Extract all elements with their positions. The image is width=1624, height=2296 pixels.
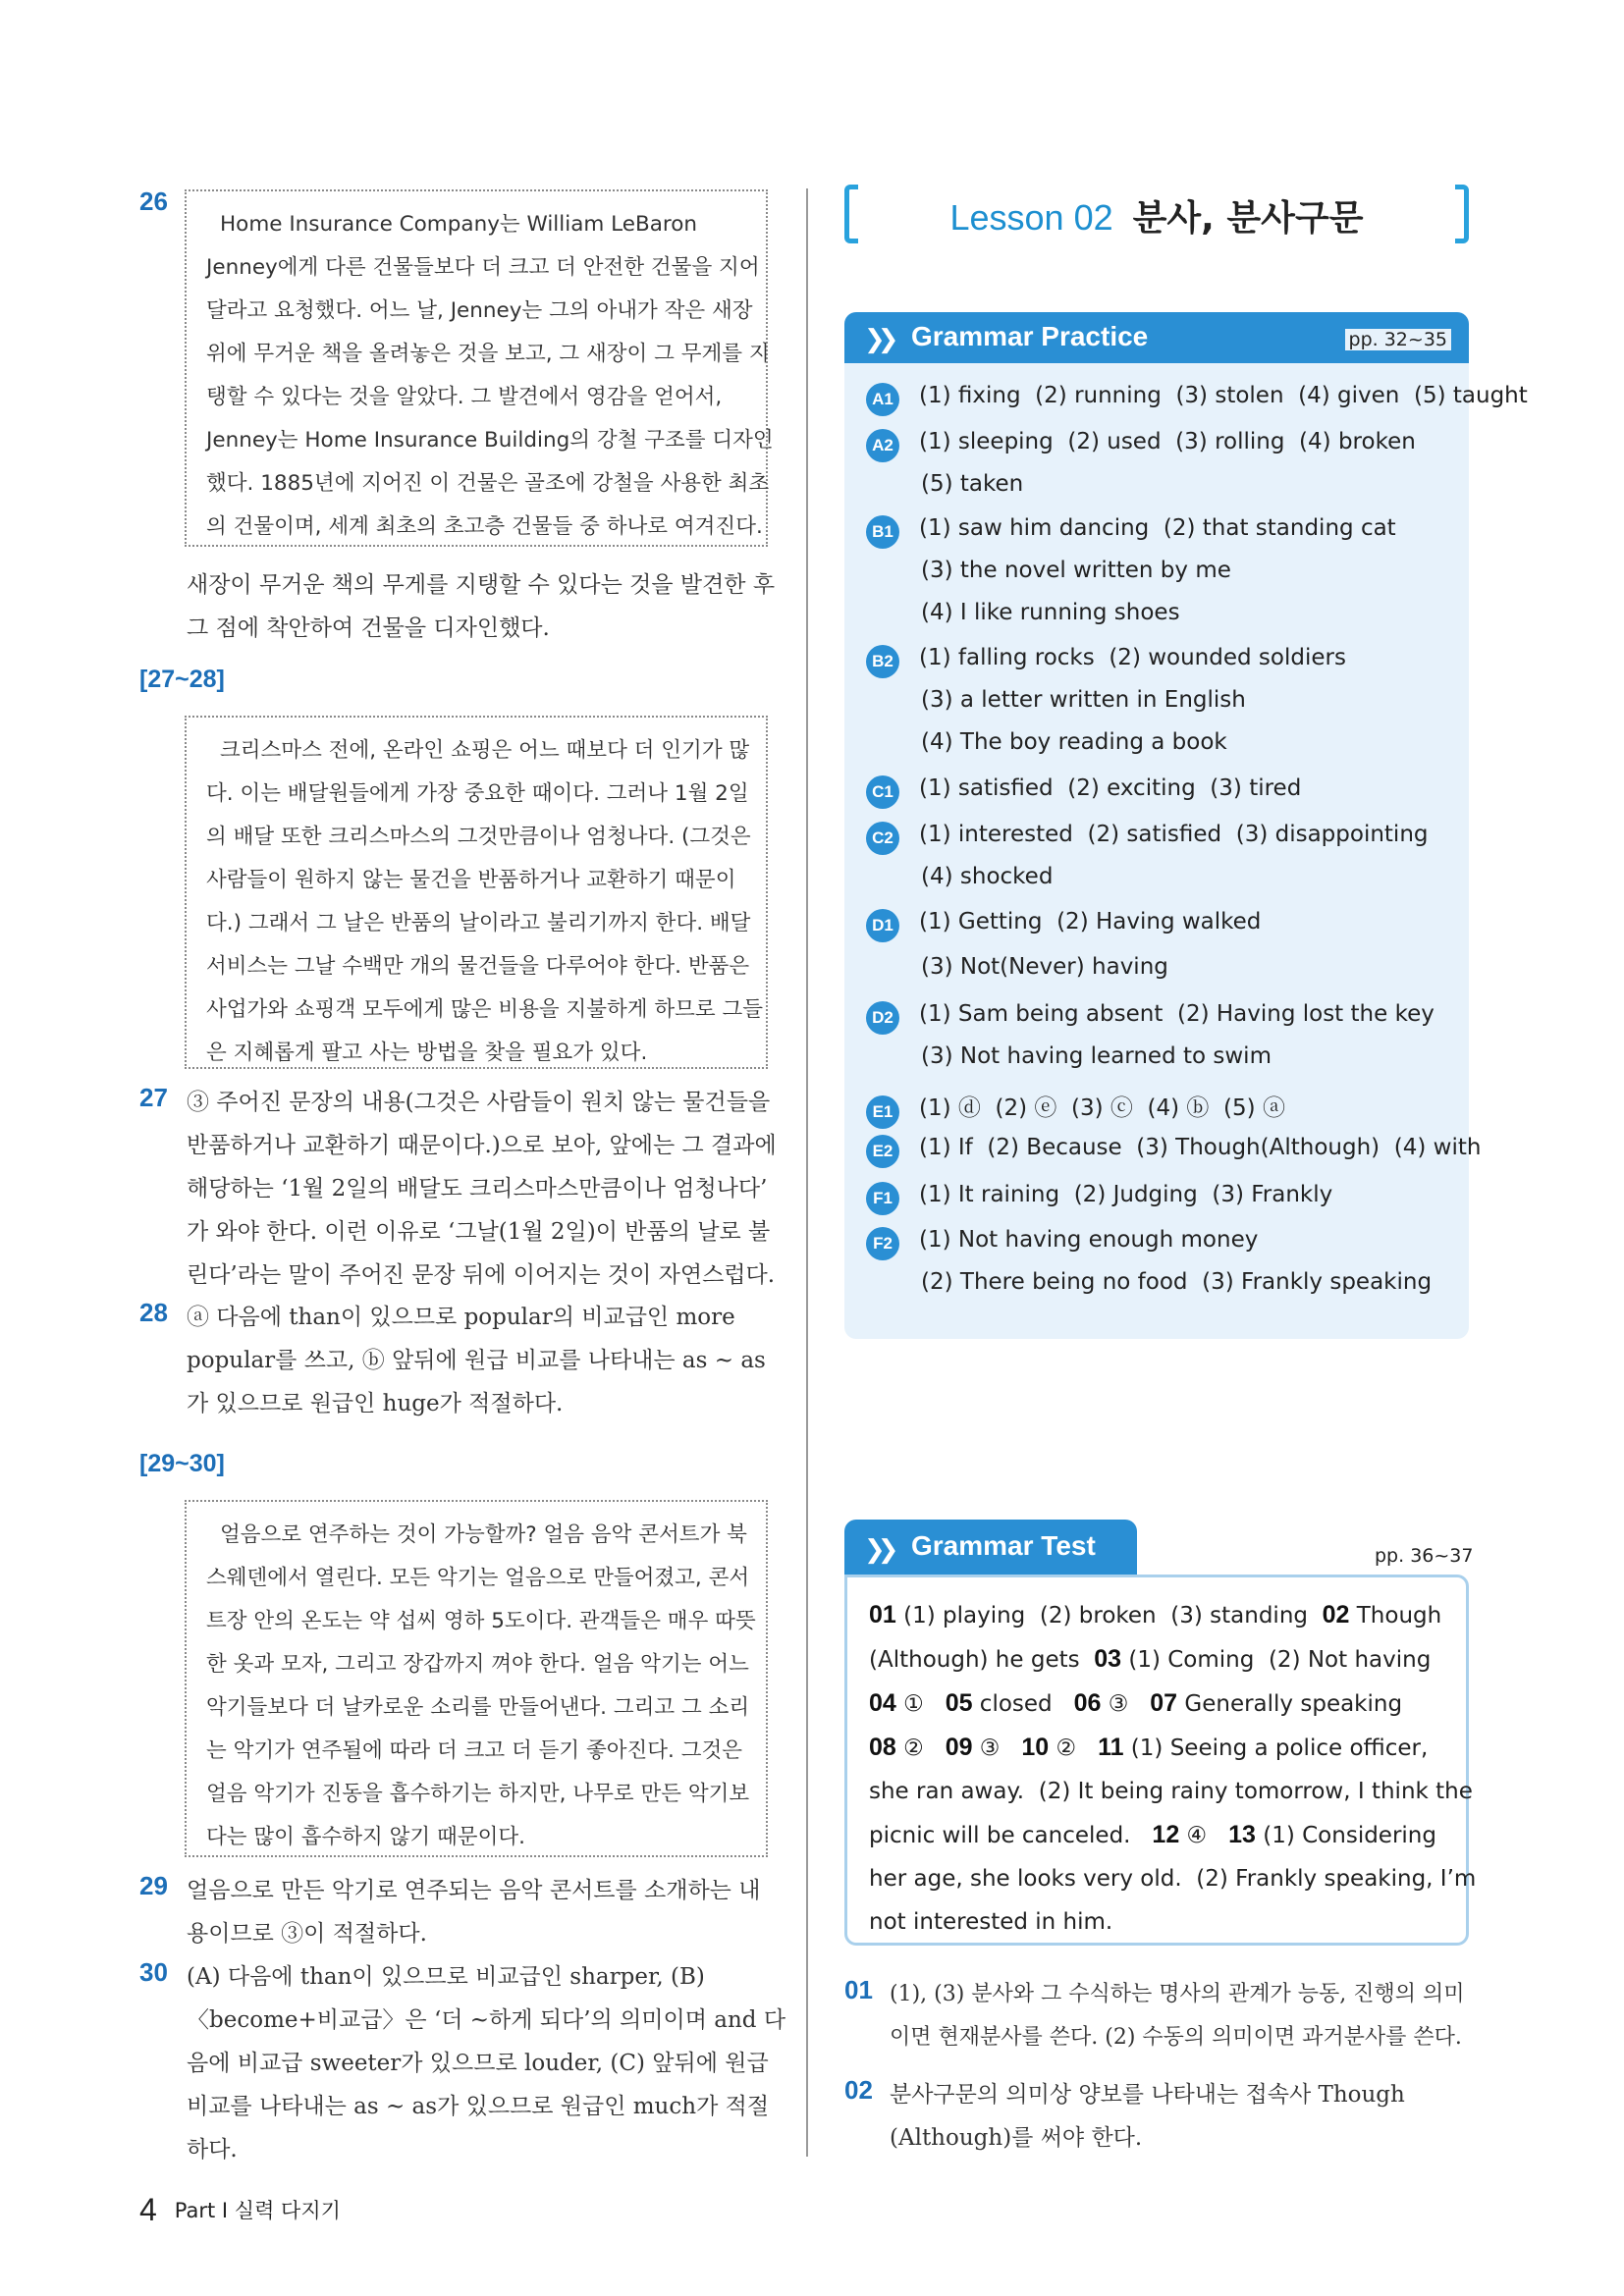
test-answer-line xyxy=(869,1637,1448,1682)
practice-answer-line xyxy=(866,429,1416,462)
explanation-line: 하다. xyxy=(187,2137,238,2163)
explanation-line: 린다’라는 말이 주어진 문장 뒤에 이어지는 것이 자연스럽다. xyxy=(187,1262,776,1288)
test-item-number: 03 xyxy=(1094,1645,1122,1673)
passage-line: 위에 무거운 책을 올려놓은 것을 보고, 그 새장이 그 무게를 지 xyxy=(206,342,770,366)
passage-line: 달라고 요청했다. 어느 날, Jenney는 그의 아내가 작은 새장 xyxy=(206,298,753,323)
test-item-number: 08 xyxy=(869,1734,896,1761)
question-number-26: 26 xyxy=(139,187,168,216)
practice-answer-line xyxy=(866,515,1396,549)
answer-text: (1) satisfied (2) exciting (3) tired xyxy=(919,775,1302,801)
column-divider xyxy=(806,188,808,2157)
answer-text: (3) a letter written in English xyxy=(921,687,1246,713)
answer-text: (4) The boy reading a book xyxy=(921,729,1227,755)
passage-box-27-28 xyxy=(185,716,768,1069)
practice-answer-line xyxy=(921,1043,1272,1069)
passage-line: Home Insurance Company는 William LeBaron xyxy=(220,212,698,237)
grammar-test-panel xyxy=(844,1575,1477,1946)
passage-line: 악기들보다 더 날카로운 소리를 만들어낸다. 그리고 그 소리 xyxy=(206,1695,750,1720)
exercise-badge: D2 xyxy=(866,1001,899,1035)
explanation-body-02 xyxy=(890,2073,1405,2160)
passage-line: 서비스는 그날 수백만 개의 물건들을 다루어야 한다. 반품은 xyxy=(206,954,750,979)
explanation-line: (A) 다음에 than이 있으므로 비교급인 sharper, (B) xyxy=(187,1964,705,1990)
answer-text: (1) fixing (2) running (3) stolen (4) given (5) taught xyxy=(919,383,1528,408)
exercise-badge: C2 xyxy=(866,822,899,855)
explanation-line: 해당하는 ‘1월 2일의 배달도 크리스마스만큼이나 엄청나다’ xyxy=(187,1176,768,1201)
test-answer-text: ③ xyxy=(1101,1691,1151,1717)
exercise-badge: B2 xyxy=(866,645,899,678)
passage-line: Jenney는 Home Insurance Building의 강철 구조를 디자인 xyxy=(206,428,774,453)
explanation-number-01: 01 xyxy=(844,1975,873,2004)
grammar-practice-title: Grammar Practice xyxy=(911,321,1149,351)
answer-text: (1) saw him dancing (2) that standing cat xyxy=(919,515,1396,541)
test-answer-text: ② xyxy=(895,1735,946,1761)
explanation-29 xyxy=(187,1869,760,1955)
answer-text: (3) Not having learned to swim xyxy=(921,1043,1272,1069)
test-answer-line xyxy=(869,1857,1477,1900)
explanation-line: 이면 현재분사를 쓴다. (2) 수동의 의미이면 과거분사를 쓴다. xyxy=(890,2025,1462,2050)
passage-line: 다.) 그래서 그 날은 반품의 날이라고 불리기까지 한다. 배달 xyxy=(206,911,751,935)
test-item-number: 11 xyxy=(1098,1734,1124,1761)
practice-answer-line xyxy=(921,864,1053,889)
lesson-topic: 분사, 분사구문 xyxy=(1132,198,1364,239)
passage-line: 얼음으로 연주하는 것이 가능할까? 얼음 음악 콘서트가 북 xyxy=(220,1522,747,1547)
passage-line: 은 지혜롭게 팔고 사는 방법을 찾을 필요가 있다. xyxy=(206,1041,648,1065)
explanation-line: 음에 비교급 sweeter가 있으므로 louder, (C) 앞뒤에 원급 xyxy=(187,2051,769,2076)
test-answer-line xyxy=(869,1770,1473,1813)
passage-box-26 xyxy=(185,189,774,547)
question-number-29: 29 xyxy=(139,1871,168,1900)
passage-line: 사업가와 쇼핑객 모두에게 많은 비용을 지불하게 하므로 그들 xyxy=(206,997,764,1022)
test-answer-text: ① xyxy=(895,1691,946,1717)
test-item-number: 09 xyxy=(945,1734,973,1761)
answer-text: (1) ⓓ (2) ⓔ (3) ⓒ (4) ⓑ (5) ⓐ xyxy=(919,1095,1285,1121)
double-chevron-icon: ❯❯ xyxy=(864,1535,892,1565)
passage-line: 다. 이는 배달원들에게 가장 중요한 때이다. 그러나 1월 2일 xyxy=(206,781,749,806)
practice-answer-line xyxy=(866,909,1261,942)
explanation-line: 얼음으로 만든 악기로 연주되는 음악 콘서트를 소개하는 내 xyxy=(187,1878,761,1903)
grammar-practice-pages: pp. 32~35 xyxy=(1345,329,1451,350)
practice-answer-line xyxy=(866,1090,1285,1129)
test-item-number: 05 xyxy=(945,1689,973,1717)
answer-text: (3) the novel written by me xyxy=(921,558,1231,583)
test-answer-text: she ran away. (2) It being rainy tomorrow, I think the xyxy=(869,1779,1473,1804)
passage-line: 는 악기가 연주될에 따라 더 크고 더 듣기 좋아진다. 그것은 xyxy=(206,1738,743,1763)
test-answer-text: Generally speaking xyxy=(1177,1691,1403,1717)
practice-answer-line xyxy=(921,558,1231,583)
test-answer-text: (1) playing (2) broken (3) standing xyxy=(895,1603,1323,1629)
grammar-test-title: Grammar Test xyxy=(911,1530,1096,1561)
explanation-line: 용이므로 ③이 적절하다. xyxy=(187,1921,427,1947)
test-answer-text: (Although) he gets xyxy=(869,1647,1095,1673)
exercise-badge: D1 xyxy=(866,909,899,942)
question-number-30: 30 xyxy=(139,1957,168,1987)
explanation-27 xyxy=(187,1081,777,1297)
practice-answer-line xyxy=(866,645,1346,678)
practice-answer-line xyxy=(866,775,1301,809)
answer-text: (4) I like running shoes xyxy=(921,600,1180,625)
explanation-line: 가 와야 한다. 이런 이유로 ‘그날(1월 2일)이 반품의 날로 불 xyxy=(187,1219,771,1245)
exercise-badge: E1 xyxy=(866,1095,899,1129)
test-item-number: 06 xyxy=(1073,1689,1102,1717)
passage-line: 한 옷과 모자, 그리고 장갑까지 껴야 한다. 얼음 악기는 어느 xyxy=(206,1652,749,1677)
explanation-line: 〈become+비교급〉은 ‘더 ~하게 되다’의 의미이며 and 다 xyxy=(187,2007,786,2033)
explanation-line: 분사구문의 의미상 양보를 나타내는 접속사 Though xyxy=(890,2082,1405,2108)
question-number-27: 27 xyxy=(139,1083,168,1112)
test-item-number: 13 xyxy=(1228,1821,1256,1848)
explanation-30 xyxy=(187,1955,785,2171)
practice-answer-line xyxy=(866,1001,1435,1035)
answer-text: (5) taken xyxy=(921,471,1024,497)
answer-text: (1) interested (2) satisfied (3) disappointing xyxy=(919,822,1429,847)
passage-box-29-30 xyxy=(185,1500,768,1857)
grammar-practice-header xyxy=(844,312,1469,363)
passage-line: Jenney에게 다른 건물들보다 더 크고 더 안전한 건물을 지어 xyxy=(206,255,760,280)
passage-line: 얼음 악기가 진동을 흡수하기는 하지만, 나무로 만든 악기보 xyxy=(206,1782,750,1806)
practice-answer-line xyxy=(921,687,1246,713)
practice-answer-line xyxy=(921,1269,1432,1295)
passage-line: 트장 안의 온도는 약 섭씨 영하 5도이다. 관객들은 매우 따뜻 xyxy=(206,1609,756,1633)
lesson-label: Lesson 02 xyxy=(949,197,1113,238)
test-item-number: 02 xyxy=(1322,1601,1350,1629)
practice-answer-line xyxy=(866,822,1429,855)
test-item-number: 04 xyxy=(869,1689,896,1717)
test-item-number: 12 xyxy=(1152,1821,1180,1848)
answer-text: (1) If (2) Because (3) Though(Although) (4) with xyxy=(919,1135,1482,1160)
test-answer-text: picnic will be canceled. xyxy=(869,1823,1153,1848)
grammar-test-answers xyxy=(869,1593,1477,1944)
practice-answer-line xyxy=(866,1182,1332,1215)
passage-line: 의 건물이며, 세계 최초의 초고층 건물들 중 하나로 여겨진다. xyxy=(206,514,763,539)
test-answer-text: ④ xyxy=(1179,1823,1229,1848)
test-answer-text: (1) Coming (2) Not having xyxy=(1121,1647,1432,1673)
explanation-line: popular를 쓰고, ⓑ 앞뒤에 원급 비교를 나타내는 as ~ as xyxy=(187,1348,766,1373)
practice-answer-line xyxy=(921,471,1023,497)
passage-line: 스웨덴에서 열린다. 모든 악기는 얼음으로 만들어졌고, 콘서 xyxy=(206,1566,750,1590)
lesson-title xyxy=(844,190,1469,240)
test-answer-line xyxy=(869,1900,1448,1944)
explanation-line: ③ 주어진 문장의 내용(그것은 사람들이 원치 않는 물건들을 xyxy=(187,1090,771,1115)
answer-text: (1) falling rocks (2) wounded soldiers xyxy=(919,645,1346,670)
explanation-line: (Although)를 써야 한다. xyxy=(890,2125,1143,2151)
test-answer-text: Though xyxy=(1349,1603,1442,1629)
explanation-number-02: 02 xyxy=(844,2075,873,2105)
answer-text: (2) There being no food (3) Frankly speaking xyxy=(921,1269,1433,1295)
test-answer-text: (1) Seeing a police officer, xyxy=(1123,1735,1429,1761)
test-answer-text: her age, she looks very old. (2) Frankly speaking, I’m xyxy=(869,1866,1477,1892)
practice-answer-line xyxy=(866,1227,1258,1260)
explanation-line: (1), (3) 분사와 그 수식하는 명사의 관계가 능동, 진행의 의미 xyxy=(890,1982,1465,2006)
grammar-test-pages: pp. 36~37 xyxy=(1375,1545,1474,1567)
explanation-line: 반품하거나 교환하기 때문이다.)으로 보아, 앞에는 그 결과에 xyxy=(187,1133,777,1158)
test-answer-line xyxy=(869,1813,1448,1857)
lesson-header xyxy=(844,185,1469,249)
answer-text: (1) Getting (2) Having walked xyxy=(919,909,1262,934)
test-answer-line xyxy=(869,1726,1448,1770)
grammar-test-header xyxy=(844,1520,1137,1576)
test-answer-text: (1) Considering xyxy=(1255,1823,1436,1848)
practice-answer-line xyxy=(866,1135,1481,1168)
answer-text: (4) shocked xyxy=(921,864,1054,889)
passage-line: 사람들이 원하지 않는 물건을 반품하거나 교환하기 때문이 xyxy=(206,868,736,892)
test-item-number: 07 xyxy=(1150,1689,1178,1717)
passage-line: 의 배달 또한 크리스마스의 그것만큼이나 엄청나다. (그것은 xyxy=(206,825,751,849)
exercise-badge: A1 xyxy=(866,383,899,416)
passage-line: 다는 많이 흡수하지 않기 때문이다. xyxy=(206,1825,525,1849)
explanation-line: 새장이 무거운 책의 무게를 지탱할 수 있다는 것을 발견한 후 xyxy=(187,572,776,598)
question-range-27-28: [27~28] xyxy=(139,666,225,693)
test-answer-text: ② xyxy=(1049,1735,1099,1761)
practice-answer-line xyxy=(866,383,1528,416)
answer-text: (1) Not having enough money xyxy=(919,1227,1259,1253)
test-answer-text: not interested in him. xyxy=(869,1909,1113,1935)
page-footer xyxy=(139,2192,341,2228)
test-item-number: 01 xyxy=(869,1601,896,1629)
grammar-practice-panel xyxy=(844,312,1528,1339)
question-number-28: 28 xyxy=(139,1298,168,1327)
practice-answer-line xyxy=(921,600,1180,625)
exercise-badge: F2 xyxy=(866,1227,899,1260)
exercise-badge: E2 xyxy=(866,1135,899,1168)
practice-answer-line xyxy=(921,729,1227,755)
test-item-number: 10 xyxy=(1021,1734,1050,1761)
answer-text: (1) sleeping (2) used (3) rolling (4) broken xyxy=(919,429,1416,454)
exercise-badge: B1 xyxy=(866,515,899,549)
answer-text: (3) Not(Never) having xyxy=(921,954,1168,980)
answer-text: (1) It raining (2) Judging (3) Frankly xyxy=(919,1182,1333,1207)
explanation-line: 가 있으므로 원급인 huge가 적절하다. xyxy=(187,1391,564,1416)
exercise-badge: C1 xyxy=(866,775,899,809)
test-answer-line xyxy=(869,1593,1448,1637)
explanation-line: 비교를 나타내는 as ~ as가 있으므로 원급인 much가 적절 xyxy=(187,2094,770,2119)
test-answer-text: ③ xyxy=(972,1735,1022,1761)
double-chevron-icon: ❯❯ xyxy=(864,325,892,354)
practice-answer-line xyxy=(921,954,1168,980)
passage-line: 탱할 수 있다는 것을 알았다. 그 발견에서 영감을 얻어서, xyxy=(206,385,723,409)
part-label: Part I 실력 다지기 xyxy=(174,2199,341,2222)
exercise-badge: F1 xyxy=(866,1182,899,1215)
explanation-line: 그 점에 착안하여 건물을 디자인했다. xyxy=(187,615,550,641)
test-answer-text: closed xyxy=(972,1691,1074,1717)
answer-text: (1) Sam being absent (2) Having lost the key xyxy=(919,1001,1435,1027)
explanation-body-01 xyxy=(890,1973,1465,2059)
passage-line: 크리스마스 전에, 온라인 쇼핑은 어느 때보다 더 인기가 많 xyxy=(220,738,750,763)
passage-line: 했다. 1885년에 지어진 이 건물은 골조에 강철을 사용한 최초 xyxy=(206,471,770,496)
explanation-28 xyxy=(187,1296,766,1425)
exercise-badge: A2 xyxy=(866,429,899,462)
page-number: 4 xyxy=(139,2192,157,2227)
explanation-line: ⓐ 다음에 than이 있으므로 popular의 비교급인 more xyxy=(187,1305,735,1330)
test-answer-line xyxy=(869,1682,1448,1726)
explanation-26 xyxy=(187,563,775,650)
question-range-29-30: [29~30] xyxy=(139,1450,225,1477)
